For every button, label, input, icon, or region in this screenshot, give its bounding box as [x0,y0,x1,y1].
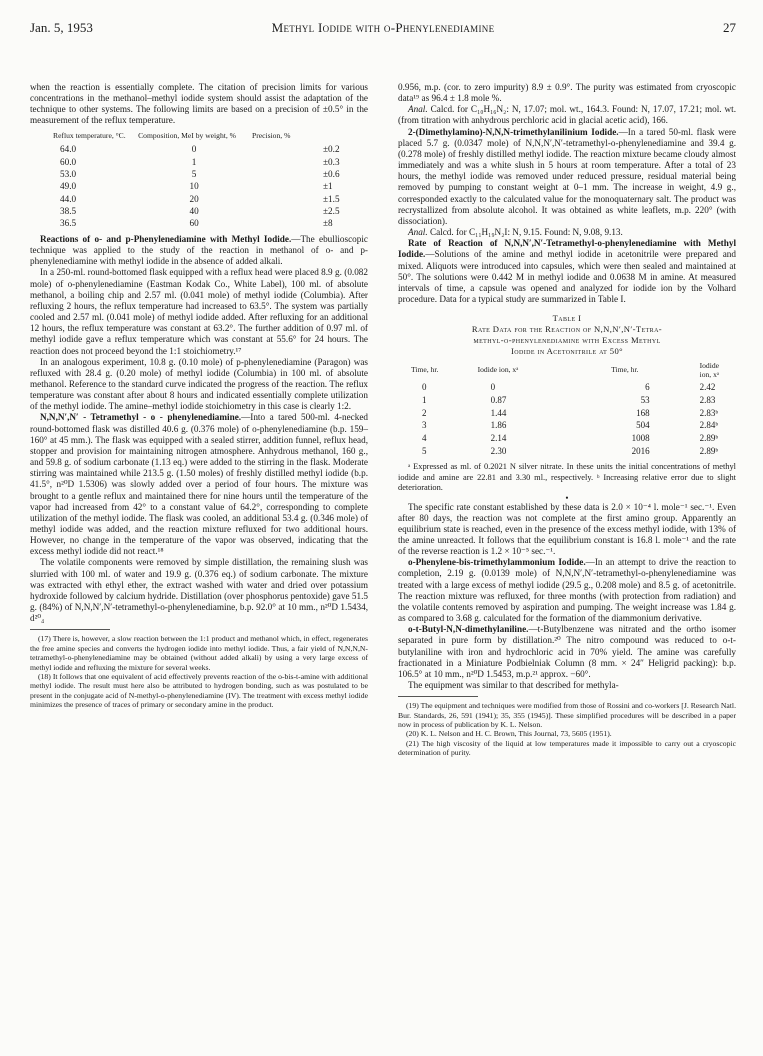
separator-dot: • [565,492,569,503]
table-cell: 44.0 [60,193,77,204]
footnotes [30,634,368,709]
right-column [398,82,736,758]
table-cell: ±0.6 [323,168,340,179]
table-row [52,156,352,168]
table-row [52,143,352,155]
table-cell: 38.5 [60,206,77,217]
table-cell: 2.89ᵇ [699,433,719,444]
section-heading: o-Phenylene-bis-trimethylammonium Iodide. [408,557,586,568]
paragraph [398,127,736,227]
table-cell: ±8 [323,218,333,229]
table-cell: 3 [422,420,427,431]
footnote-rule [30,629,110,630]
precision-limits-table [52,131,352,230]
table-row [410,394,720,407]
column-header: Precision, % [252,130,291,140]
section-heading: Rate of Reaction of N,N,N′,N′-Tetramethyl-o-phenylenediamine with Methyl Iodide. [398,238,736,260]
paragraph-text: —Into a tared 500-ml. 4-necked round-bottomed flask was distilled 40.6 g. (0.376 mole) of o-phenylenediamine (b.p. 159–160° at 45 mm.). The flask was equipped with a sealed stirrer, addition funnel, reflux head, stopper and provision for maintaining nitrogen atmosphere. Anhydrous methanol, 160 g., and 59.8 g. of sodium carbonate (1.13 eq.) were added to the stirring in the flask. Moderate stirring was maintained while 213.5 g. (1.50 moles) of freshly distilled methyl iodide (b.p. 41.5°, n²⁰D 1.5306) was slowly added over a period of four hours. The mixture was brought to a gentle reflux and maintained there for nine hours until the temperature of the vapor had increased from 42° to a constant value of 64.2°, corresponding to complete utilization of the methyl iodide. The flask was cooled, an additional 53.4 g. (0.346 mole) of methyl iodide was added, and the reaction mixture refluxed for two additional hours. However, no change in the temperature of the vapor was observed, indicating that the excess methyl iodide did not react.¹⁸ [30,412,369,557]
issue-date: Jan. 5, 1953 [30,20,93,35]
table-cell: 2.42 [699,381,716,392]
table-cell: ±2.5 [323,206,340,217]
table-title-line: Rate Data for the Reaction of N,N,N′,N′-Tetra- [471,324,663,335]
section-heading: Reactions of o- and p-Phenylenediamine with Methyl Iodide. [40,233,292,244]
column-header: Reflux temperature, °C. [53,130,126,140]
column-header: Iodide ion, xᵃ [477,365,519,375]
journal-page [30,20,736,1040]
footnote: (20) K. L. Nelson and H. C. Brown, This Journal, 73, 5605 (1951). [406,729,612,739]
table-cell: 0.87 [490,394,507,405]
table-cell: 1008 [631,433,650,444]
paragraph-text: Calcd. for C₁₁H₁₉N₂I: N, 9.15. Found: N, 9.08, 9.13. [429,227,623,238]
table-caption [398,313,736,357]
footnote-rule [398,696,478,697]
paragraph-text: —The ebullioscopic technique was applied to the study of the reaction in methanol of o- and p-phenylenediamine with methyl iodide in the absence of added alkali. [30,233,368,267]
running-title: Methyl Iodide with o-Phenylenediamine [271,20,495,35]
column-header: Time, hr. [611,365,639,375]
paragraph-text: —In an attempt to drive the reaction to completion, 2.19 g. (0.0139 mole) of N,N,N′,N′-tetramethyl-o-phenylenediamine was treated with a large excess of methyl iodide (29.5 g., 0.208 mole) and 8.5 g. of acetonitrile. The reaction mixture was refluxed, for three months (with protection from radiation) and the volatile contents removed by aspiration and pumping. The weight increase was 1.84 g. as compared to 3.68 g. calculated for the formation of the diammonium derivative. [398,557,736,624]
table-cell: 2.84ᵇ [699,420,719,431]
table-header-row [52,131,352,144]
paragraph-text: —t-Butylbenzene was nitrated and the ortho isomer separated in pure form by distillation.²⁰ The nitro compound was reduced to o-t-butylaniline with iron and hydrochloric acid in 70% yield. The amine was carefully fractionated in a Miniature Podbielniak Column (8 mm. × 24″ Heligrid packing): b.p. 106.5° at 10 mm., n²⁰D 1.5453, m.p.²¹ approx. −60°. [398,624,736,679]
paragraph [398,238,736,305]
table-cell: 0 [422,381,427,392]
table-cell: ±0.2 [323,144,340,155]
table-cell: 2016 [631,446,650,457]
table-cell: 504 [636,420,650,431]
table-row [410,381,720,394]
table-cell: 6 [645,381,650,392]
table-cell: 60 [189,218,199,229]
table-cell: 20 [189,193,199,204]
paragraph [398,227,736,238]
table-cell: 0 [191,144,197,155]
table-cell: 2.83ᵇ [699,407,719,418]
table-row [52,168,352,180]
table-cell: 64.0 [60,144,77,155]
table-footnote: ᵃ Expressed as ml. of 0.2021 N silver nitrate. In these units the initial concentrations of methyl iodide and amine are 22.81 and 3.30 ml., respectively. ᵇ Increasing relative error due to slight deterioration. [398,462,736,493]
table-row [52,180,352,192]
paragraph [30,412,368,557]
analysis-label: Anal. [408,227,428,238]
paragraph: when the reaction is essentially complete. The citation of precision limits for various concentrations in the methanol–methyl iodide system should assist the adaptation of the technique to other systems. The following limits are based on a precision of ±0.5° in the measurement of the reflux temperature. [30,82,368,126]
paragraph: In a 250-ml. round-bottomed flask equipped with a reflux head were placed 8.9 g. (0.082 mole) of o-phenylenediamine (Eastman Kodak Co., White Label), 100 ml. of absolute methanol, a boiling chip and 2.57 ml. (0.041 mole) of methyl iodide (Columbia). After refluxing 2 hours, the reflux temperature had increased to 63.5°. The system was partially cooled and 2.57 ml. (0.041 mole) of methyl iodide added. After refluxing for an additional 12 hours, the reflux temperature was constant at 63.2°. The further addition of 0.97 ml. of methyl iodide gave a reflux temperature which was constant at 55.6° for 24 hours. The reaction does not proceed beyond the 1:1 stoichiometry.¹⁷ [30,267,368,356]
table-row [52,205,352,217]
table-label: Table I [552,313,582,324]
table-cell: 53.0 [60,168,77,179]
paragraph: The volatile components were removed by simple distillation, the remaining slush was slurried with 100 ml. of water and 19.9 g. (0.376 eq.) of sodium carbonate. The mixture was extracted with ethyl ether, the extract washed with water and dried over potassium hydroxide followed by calcium hydride. Distillation (over phosphorus pentoxide) gave 51.5 g. (84%) of N,N,N′,N′-tetramethyl-o-phenylenediamine, b.p. 92.0° at 10 mm., n²⁰D 1.5434, d²⁰₄ [30,557,368,624]
footnote: (21) The high viscosity of the liquid at low temperatures made it impossible to carry out a cryoscopic determination of purity. [398,738,736,758]
paragraph-text: —In a tared 50-ml. flask were placed 5.7 g. (0.0347 mole) of N,N,N′,N′-tetramethyl-o-phenylenediamine and 39.4 g. (0.278 mole) of freshly distilled methyl iodide. The reaction mixture became cloudy almost immediately and was a white slush in 5 hours at room temperature. After a total of 23 hours, the methyl iodide was removed under reduced pressure, residual material being removed by pumping to constant weight at 0–1 mm. The increase in weight, 4.9 g., corresponded exactly to the calculated value for the monoquaternary salt. The product was recrystallized from absolute alcohol. It was obtained as white leaflets, m.p. 220° (with dissociation). [398,126,737,226]
table-title-line: Iodide in Acetonitrile at 50° [510,346,624,357]
table-title-line: methyl-o-phenylenediamine with Excess Methyl [473,335,661,346]
paragraph: In an analogous experiment, 10.8 g. (0.10 mole) of p-phenylenediamine (Paragon) was refluxed with 28.4 g. (0.20 mole) of methyl iodide (Columbia) in 100 ml. of absolute methanol. Reference to the standard curve indicated the progress of the reaction. The reflux temperature was constant after about 8 hours and indicated essentially complete utilization of the methyl iodide. The amine–methyl iodide stoichiometry in this case is clearly 1:2. [30,356,368,412]
table-cell: 5 [191,168,197,179]
section-heading: N,N,N′,N′ - Tetramethyl - o - phenylenediamine. [40,412,242,423]
table-cell: 1 [422,394,427,405]
table-row [410,420,720,433]
paragraph: The specific rate constant established by these data is 2.0 × 10⁻⁴ l. mole⁻¹ sec.⁻¹. Even after 80 days, the reaction was not complete at the first amino group. Apparently an equilibrium state is reached, even in the presence of the excess methyl iodide, with 13% of the amine unreacted. It follows that the equilibrium constant is 16.8 l. mole⁻¹ and the rate of the reverse reaction is 1.2 × 10⁻⁵ sec.⁻¹. [398,501,736,557]
paragraph [398,557,736,624]
table-cell: 40 [189,206,199,217]
paragraph-text: —Solutions of the amine and methyl iodide in acetonitrile were prepared and mixed. Aliquots were introduced into capsules, which were then sealed and maintained at 50°. The solutions were 0.442 M in methyl iodide and 0.0638 M in amine. At measured intervals of time, a capsule was opened and analyzed for iodide ion by the Volhard procedure. Data for a typical study are summarized in Table I. [398,249,736,304]
table-cell: 2.30 [490,446,507,457]
footnote: (17) There is, however, a slow reaction between the 1:1 product and methanol which, in effect, regenerates the free amine species and converts the hydrogen iodide into methyl iodide. Thus, a fair yield of N,N,N,N-tetramethyl-o-phenylenediamine may be obtained (without added alkali) by using a very large excess of methyl iodide and refluxing the mixture for several weeks. [30,634,368,672]
table-cell: 60.0 [60,156,77,167]
page-number: 27 [723,20,736,35]
table-cell: 1 [191,156,197,167]
table-row [52,218,352,230]
paragraph [398,624,736,680]
column-header: Composition, MeI by weight, % [138,130,236,140]
table-cell: 53 [640,394,650,405]
table-cell: 1.44 [490,407,507,418]
section-heading: 2-(Dimethylamino)-N,N,N-trimethylanilinium Iodide. [408,126,619,137]
table-cell: 2.14 [490,433,507,444]
column-header: Iodide ion, xᵃ [699,361,719,379]
paragraph [398,104,736,126]
table-row [52,193,352,205]
running-header [30,20,736,42]
table-cell: 2.89ᵇ [699,446,719,457]
table-cell: ±0.3 [323,156,340,167]
table-cell: ±1.5 [323,193,340,204]
paragraph: The equipment was similar to that described for methyla- [408,680,619,690]
column-header: Time, hr. [411,365,439,375]
table-cell: 2 [422,407,427,418]
table-row [410,433,720,446]
table-cell: 4 [422,433,427,444]
table-cell: 2.83 [699,394,716,405]
table-cell: 1.86 [490,420,507,431]
table-cell: 49.0 [60,181,77,192]
analysis-label: Anal. [408,104,428,115]
table-cell: 5 [422,446,427,457]
section-heading: o-t-Butyl-N,N-dimethylaniline. [408,624,529,635]
table-cell: 168 [636,407,650,418]
footnote: (18) It follows that one equivalent of acid effectively prevents reaction of the o-bis-t-amine with additional methyl iodide. The result must here also be attributed to hydrogen bonding, such as was postulated to be present in the conjugate acid of N-methyl-o-phenylenediamine (IV). The treatment with excess methyl iodide minimizes the presence of traces of primary or secondary amine in the product. [30,672,368,710]
footnotes [398,701,736,757]
table-cell: 10 [189,181,199,192]
table-cell: 36.5 [60,218,77,229]
rate-data-table [410,361,720,458]
table-row [410,407,720,420]
table-cell: ±1 [323,181,333,192]
paragraph: 0.956, m.p. (cor. to zero impurity) 8.9 ± 0.9°. The purity was estimated from cryoscopic data¹⁹ as 96.4 ± 1.8 mole %. [398,82,736,104]
table-cell: 0 [490,381,496,392]
left-column [30,82,368,710]
table-row [410,445,720,458]
paragraph-text: Calcd. for C₁₀H₁₆N₂: N, 17.07; mol. wt., 164.3. Found: N, 17.07, 17.21; mol. wt. (from titration with anhydrous perchloric acid in glacial acetic acid), 166. [398,104,737,126]
footnote: (19) The equipment and techniques were modified from those of Rossini and co-workers [J. Research Natl. Bur. Standards, 26, 591 (1941); 35, 355 (1945)]. These simplified procedures will be described in a paper now in process of publication by K. L. Nelson. [398,701,736,729]
table-header-row [410,361,720,381]
paragraph [30,234,368,267]
